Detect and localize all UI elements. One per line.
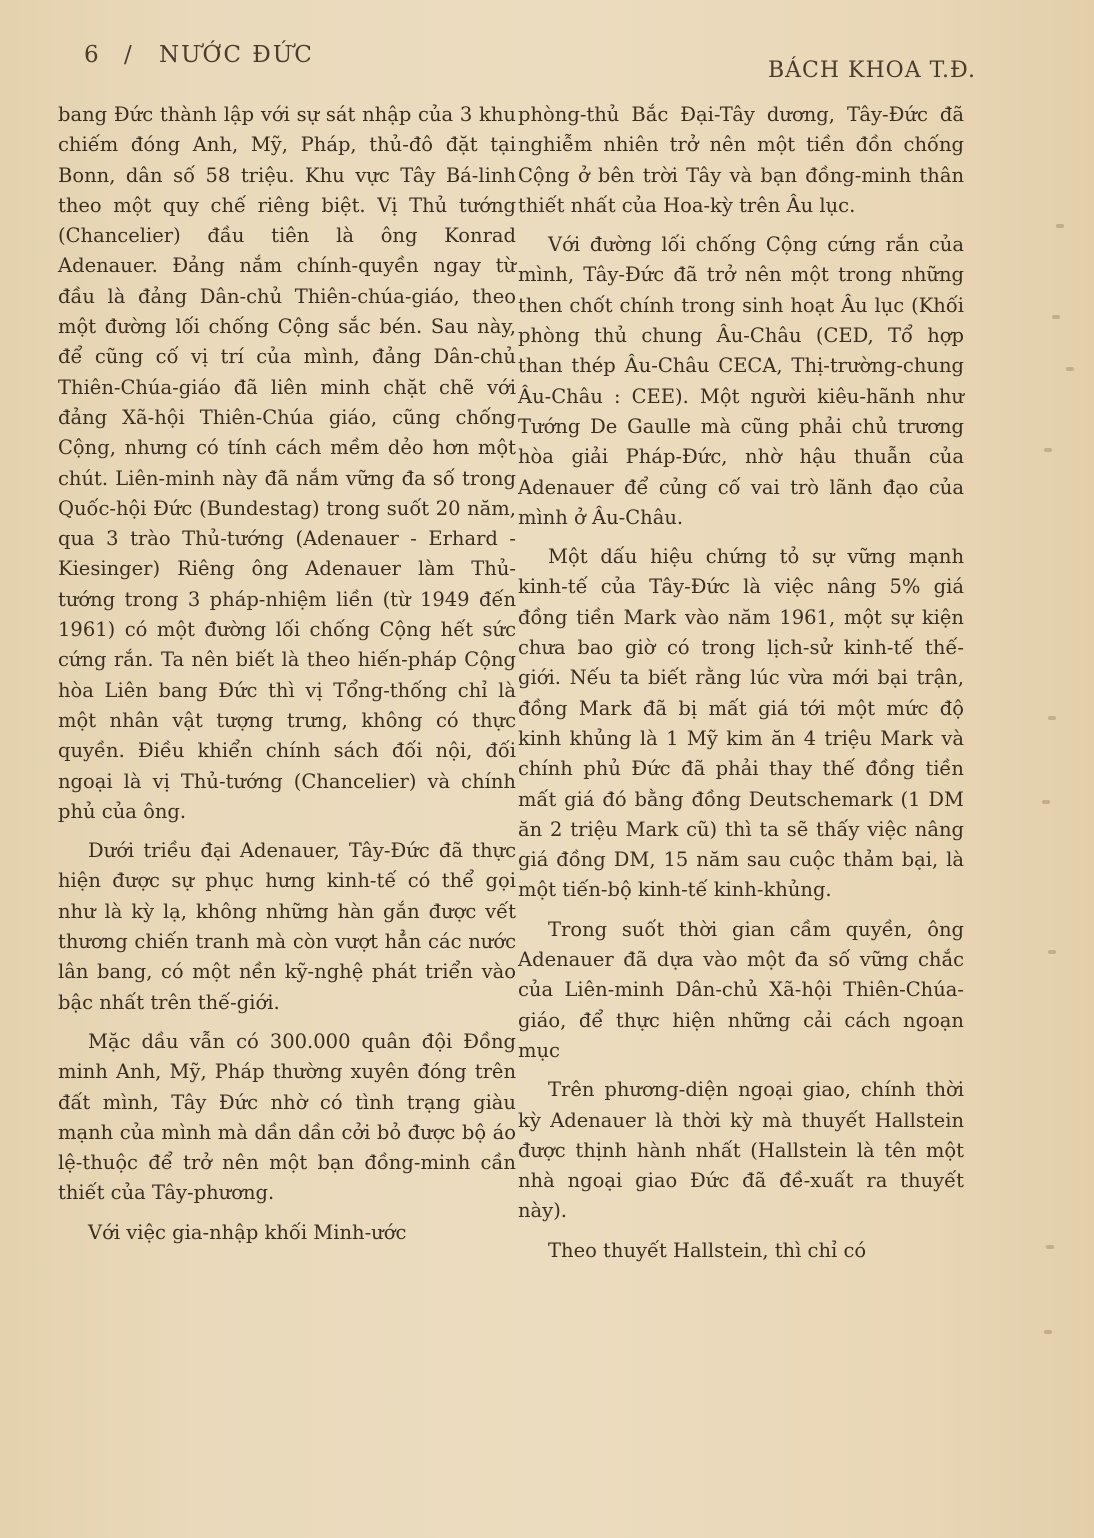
paragraph: phòng-thủ Bắc Đại-Tây dương, Tây-Đức đã nghiễm nhiên trở nên một tiền đồn chống Cộng ở bên trời Tây và bạn đồng-minh thân thiết nhất của Hoa-kỳ trên Âu lục.	[518, 103, 964, 217]
paragraph: Mặc dầu vẫn có 300.000 quân đội Đồng minh Anh, Mỹ, Pháp thường xuyên đóng trên đất mình, Tây Đức nhờ có tình trạng giàu mạnh của mình mà dần dần cởi bỏ được bộ áo lệ-thuộc để trở nên một bạn đồng-minh cần thiết của Tây-phương.	[58, 1029, 516, 1205]
paragraph: Trên phương-diện ngoại giao, chính thời kỳ Adenauer là thời kỳ mà thuyết Hallstein được thịnh hành nhất (Hallstein là tên một nhà ngoại giao Đức đã đề-xuất ra thuyết này).	[518, 1078, 964, 1223]
paragraph: Với việc gia-nhập khối Minh-ước	[88, 1220, 407, 1244]
paragraph: Dưới triều đại Adenauer, Tây-Đức đã thực hiện được sự phục hưng kinh-tế có thể gọi như là kỳ lạ, không những hàn gắn được vết thương chiến tranh mà còn vượt hẳn các nước lân bang, có một nền kỹ-nghệ phát triển vào bậc nhất trên thế-giới.	[58, 839, 516, 1014]
margin-speck	[1048, 950, 1056, 954]
page-number: 6	[84, 42, 101, 68]
paragraph: bang Đức thành lập với sự sát nhập của 3 khu chiếm đóng Anh, Mỹ, Pháp, thủ-đô đặt tại Bonn, dân số 58 triệu. Khu vực Tây Bá-linh theo một quy chế riêng biệt. Vị Thủ tướng (Chancelier) đầu tiên là ông Konrad Adenauer. Đảng nắm chính-quyền ngay từ đầu là đảng Dân-chủ Thiên-chúa-giáo, theo một đường lối chống Cộng sắc bén. Sau này, để cũng cố vị trí của mình, đảng Dân-chủ Thiên-Chúa-giáo đã liên minh chặt chẽ với đảng Xã-hội Thiên-Chúa giáo, cũng chống Cộng, nhưng có tính cách mềm dẻo hơn một chút. Liên-minh này đã nắm vững đa số trong Quốc-hội Đức (Bundestag) trong suốt 20 năm, qua 3 trào Thủ-tướng (Adenauer - Erhard - Kiesinger) Riêng ông Adenauer làm Thủ-tướng trong 3 pháp-nhiệm liền (từ 1949 đến 1961) có một đường lối chống Cộng hết sức cứng rắn. Ta nên biết là theo hiến-pháp Cộng hòa Liên bang Đức thì vị Tổng-thống chỉ là một nhân vật tượng trưng, không có thực quyền. Điều khiển chính sách đối nội, đối ngoại là vị Thủ-tướng (Chancelier) và chính phủ của ông.	[58, 103, 516, 823]
paragraph: Một dấu hiệu chứng tỏ sự vững mạnh kinh-tế của Tây-Đức là việc nâng 5% giá đồng tiền Mark vào năm 1961, một sự kiện chưa bao giờ có trong lịch-sử kinh-tế thế-giới. Nếu ta biết rằng lúc vừa mới bại trận, đồng Mark đã bị mất giá tới một mức độ kinh khủng là 1 Mỹ kim ăn 4 triệu Mark và chính phủ Đức đã phải thay thế đồng tiền mất giá đó bằng đồng Deutschemark (1 DM ăn 2 triệu Mark cũ) thì ta sẽ thấy việc nâng giá đồng DM, 15 năm sau cuộc thảm bại, là một tiến-bộ kinh-tế kinh-khủng.	[518, 545, 964, 902]
section-title: NƯỚC ĐỨC	[159, 42, 314, 68]
left-column	[58, 100, 516, 1257]
margin-speck	[1056, 224, 1064, 228]
paragraph: Với đường lối chống Cộng cứng rắn của mình, Tây-Đức đã trở nên một trong những then chốt chính trong sinh hoạt Âu lục (Khối phòng thủ chung Âu-Châu (CED, Tổ hợp than thép Âu-Châu CECA, Thị-trường-chung Âu-Châu : CEE). Một người kiêu-hãnh như Tướng De Gaulle mà cũng phải chủ trương hòa giải Pháp-Đức, nhờ hậu thuẫn của Adenauer để củng cố vai trò lãnh đạo của mình ở Âu-Châu.	[518, 233, 964, 529]
margin-speck	[1046, 1245, 1054, 1249]
paragraph: Trong suốt thời gian cầm quyền, ông Adenauer đã dựa vào một đa số vững chắc của Liên-minh Dân-chủ Xã-hội Thiên-Chúa-giáo, để thực hiện những cải cách ngoạn mục	[518, 917, 964, 1062]
right-column	[518, 100, 964, 1275]
header-separator: /	[123, 42, 134, 68]
margin-speck	[1052, 315, 1060, 319]
running-header-left	[84, 42, 314, 68]
margin-speck	[1044, 448, 1052, 452]
margin-speck	[1048, 716, 1056, 720]
margin-speck	[1042, 800, 1050, 804]
margin-speck	[1066, 367, 1074, 371]
publication-title: BÁCH KHOA T.Đ.	[767, 58, 976, 83]
paragraph: Theo thuyết Hallstein, thì chỉ có	[548, 1238, 867, 1262]
margin-speck	[1044, 1330, 1052, 1334]
